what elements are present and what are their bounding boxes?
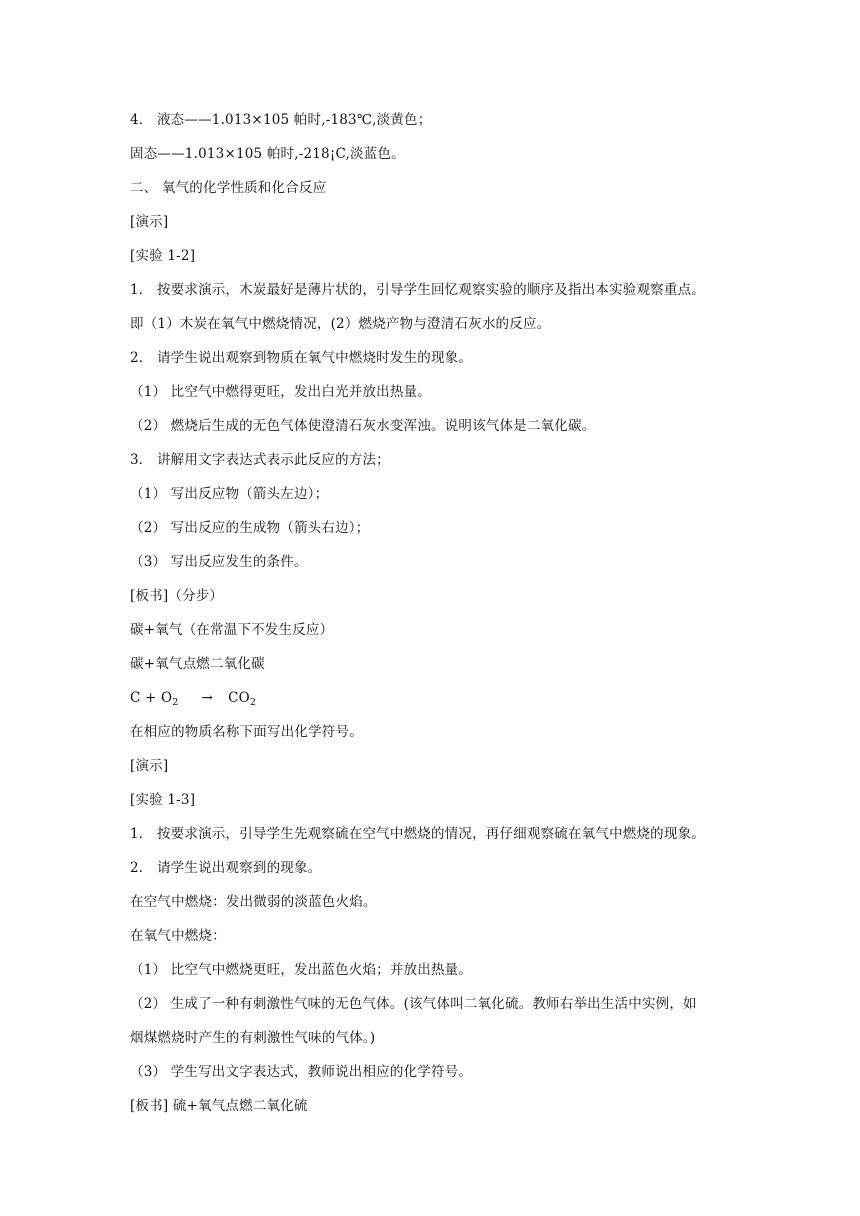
text-line: 2． 请学生说出观察到物质在氧气中燃烧时发生的现象。	[130, 350, 473, 366]
section-heading: 二、 氧气的化学性质和化合反应	[130, 180, 327, 196]
text-line: [演示]	[130, 214, 169, 230]
text-line: 4． 液态——1.013×105 帕时,-183℃,淡黄色；	[130, 112, 432, 128]
text-line: 在空气中燃烧：发出微弱的淡蓝色火焰。	[130, 894, 377, 910]
equation-left-subscript: 2	[172, 697, 179, 708]
text-line: 1． 按要求演示，木炭最好是薄片状的，引导学生回忆观察实验的顺序及指出本实验观察重点。	[130, 282, 705, 298]
arrow-icon: →	[201, 690, 214, 706]
text-line: （1） 比空气中燃烧更旺，发出蓝色火焰；并放出热量。	[130, 962, 473, 978]
text-line: （1） 写出反应物（箭头左边）；	[130, 486, 329, 502]
equation-right-subscript: 2	[249, 697, 257, 708]
text-line: [实验 1-2]	[130, 248, 196, 264]
text-line: 在相应的物质名称下面写出化学符号。	[130, 724, 363, 740]
text-line: 2． 请学生说出观察到的现象。	[130, 860, 322, 876]
text-line: （3） 写出反应发生的条件。	[130, 554, 308, 570]
text-line: 3． 讲解用文字表达式表示此反应的方法；	[130, 452, 390, 468]
text-line: [板书] 硫+氧气点燃二氧化硫	[130, 1098, 308, 1114]
text-line: （2） 写出反应的生成物（箭头右边）；	[130, 520, 370, 536]
equation-left: C + O	[130, 690, 173, 706]
text-line: 烟煤燃烧时产生的有刺激性气味的气体。)	[130, 1030, 376, 1046]
text-line: [板书]（分步）	[130, 588, 224, 604]
text-line: （3） 学生写出文字表达式，教师说出相应的化学符号。	[130, 1064, 473, 1080]
text-line: [演示]	[130, 758, 169, 774]
equation-right: CO	[228, 690, 250, 706]
text-line: （1） 比空气中燃得更旺，发出白光并放出热量。	[130, 384, 431, 400]
text-line: [实验 1-3]	[130, 792, 196, 808]
text-line: 即（1）木炭在氧气中燃烧情况，(2）燃烧产物与澄清石灰水的反应。	[130, 316, 551, 332]
text-line: 固态——1.013×105 帕时,-218¡C,淡蓝色。	[130, 146, 405, 162]
chemical-equation	[130, 689, 256, 712]
text-line: 1． 按要求演示，引导学生先观察硫在空气中燃烧的情况，再仔细观察硫在氧气中燃烧的现象。	[130, 826, 705, 842]
text-line: 在氧气中燃烧：	[130, 928, 226, 944]
text-line: （2） 燃烧后生成的无色气体使澄清石灰水变浑浊。说明该气体是二氧化碳。	[130, 418, 596, 434]
text-line: 碳+氧气（在常温下不发生反应）	[130, 622, 334, 638]
text-line: 碳+氧气点燃二氧化碳	[130, 656, 265, 672]
text-line: （2） 生成了一种有刺激性气味的无色气体。(该气体叫二氧化硫。教师右举出生活中实例，如	[130, 996, 697, 1012]
